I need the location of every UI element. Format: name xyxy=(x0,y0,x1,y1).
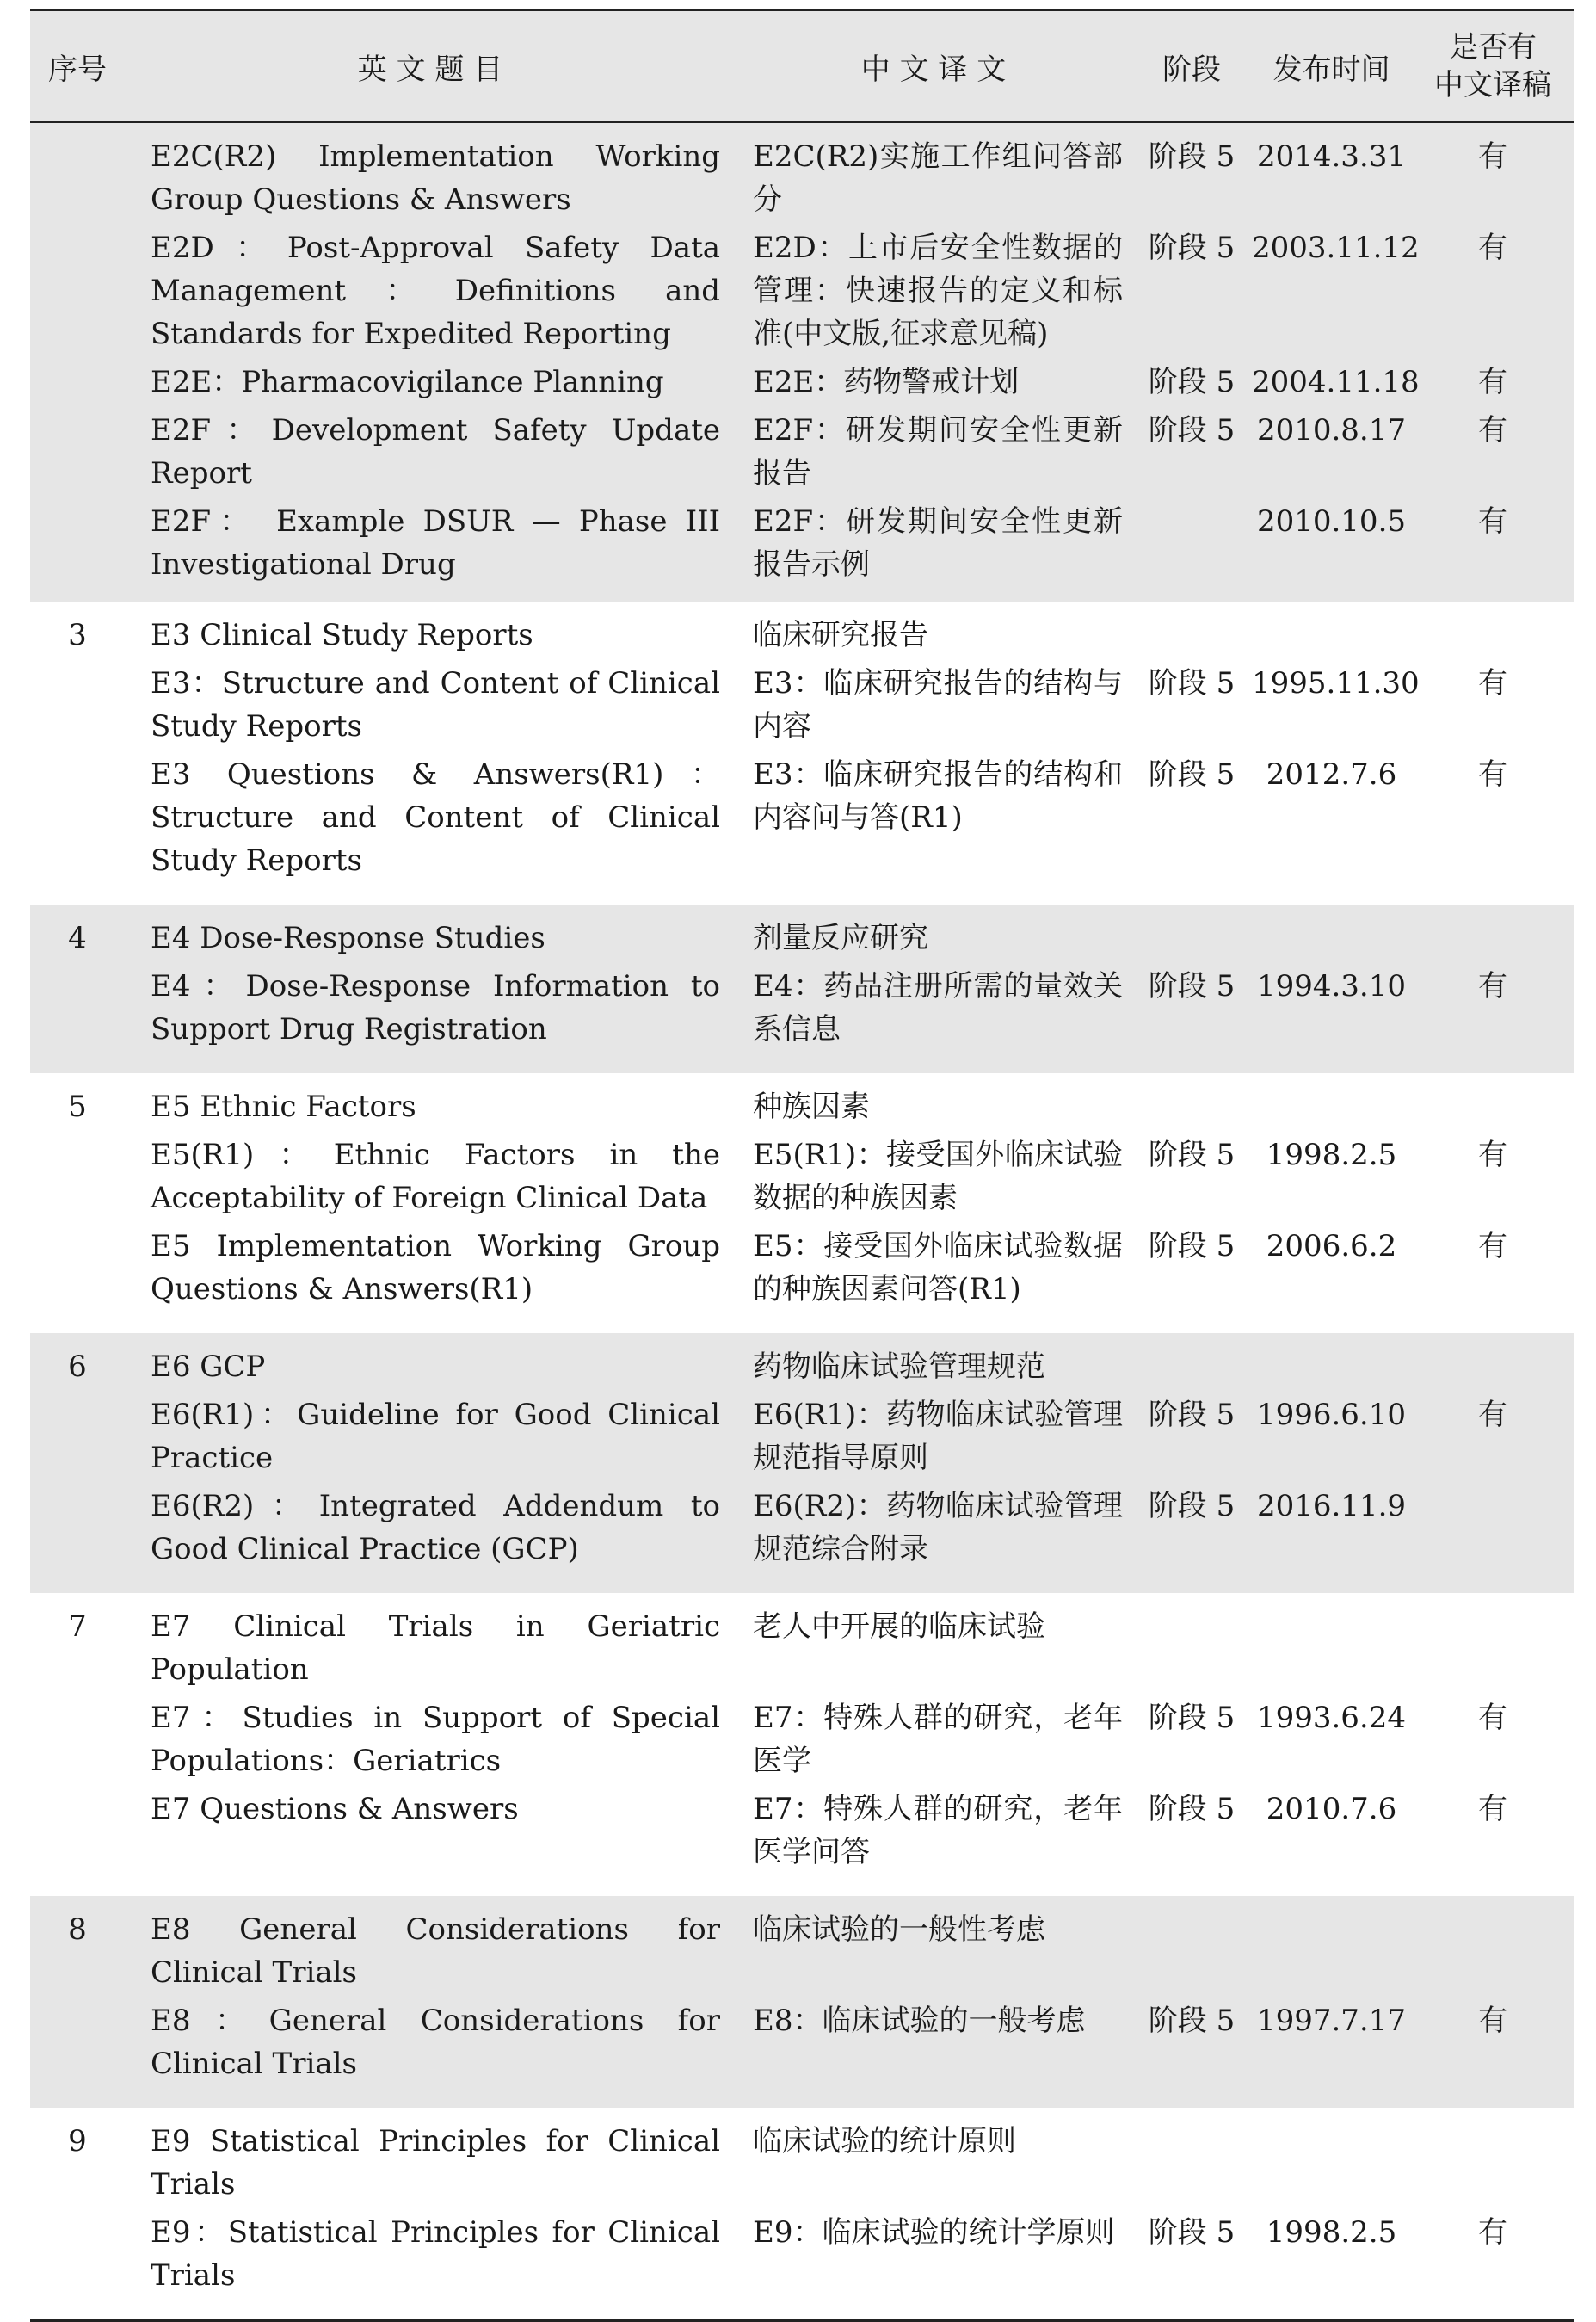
english-title-cell: E7 Questions & Answers xyxy=(151,1792,519,1826)
release-date-cell: 2006.6.2 xyxy=(1266,1229,1397,1263)
chinese-translation-cell: E6(R2)：药物临床试验管理规范综合附录 xyxy=(753,1489,1123,1566)
english-title-cell: E2E：Pharmacovigilance Planning xyxy=(151,365,664,399)
header-release-date: 发布时间 xyxy=(1272,52,1390,87)
has-translation-cell: 有 xyxy=(1478,969,1507,1004)
release-date-cell: 2014.3.31 xyxy=(1256,139,1407,174)
stage-cell: 阶段 5 xyxy=(1148,1792,1236,1826)
chinese-translation-cell: 临床试验的一般性考虑 xyxy=(753,1912,1045,1947)
table-row xyxy=(30,1345,1574,1388)
table-row xyxy=(30,917,1574,960)
english-title-cell: E5(R1)：Ethnic Factors in the Acceptability of Foreign Clinical Data xyxy=(151,1138,720,1215)
seq-cell: 7 xyxy=(68,1609,87,1644)
chinese-translation-cell: 剂量反应研究 xyxy=(753,921,928,955)
table-row xyxy=(30,2211,1574,2297)
english-title-cell: E2F：Development Safety Update Report xyxy=(151,413,720,491)
header-seq: 序号 xyxy=(48,52,107,87)
stage-cell: 阶段 5 xyxy=(1148,969,1236,1004)
table-group xyxy=(30,1896,1574,2108)
has-translation-cell: 有 xyxy=(1478,365,1507,399)
table-row xyxy=(30,1133,1574,1220)
table-row xyxy=(30,1696,1574,1782)
table-row xyxy=(30,662,1574,748)
has-translation-cell: 有 xyxy=(1478,2004,1507,2038)
guideline-table xyxy=(30,9,1574,2322)
chinese-translation-cell: E2D：上市后安全性数据的管理：快速报告的定义和标准(中文版,征求意见稿) xyxy=(753,231,1123,351)
stage-cell: 阶段 5 xyxy=(1148,2215,1236,2250)
has-translation-cell: 有 xyxy=(1478,139,1507,174)
release-date-cell: 1995.11.30 xyxy=(1252,666,1420,701)
table-header xyxy=(30,11,1574,123)
table-row xyxy=(30,1485,1574,1571)
chinese-translation-cell: 药物临床试验管理规范 xyxy=(753,1349,1045,1384)
has-translation-cell: 有 xyxy=(1478,1398,1507,1432)
english-title-cell: E3 Clinical Study Reports xyxy=(151,618,533,652)
has-translation-cell: 有 xyxy=(1478,757,1507,792)
english-title-cell: E5 Ethnic Factors xyxy=(151,1090,416,1124)
release-date-cell: 2012.7.6 xyxy=(1266,757,1397,792)
chinese-translation-cell: E2C(R2)实施工作组问答部分 xyxy=(753,139,1123,217)
chinese-translation-cell: E8：临床试验的一般考虑 xyxy=(753,2004,1086,2038)
chinese-translation-cell: 临床试验的统计原则 xyxy=(753,2124,1016,2158)
table-row xyxy=(30,1225,1574,1311)
release-date-cell: 1998.2.5 xyxy=(1266,1138,1397,1172)
english-title-cell: E8 General Considerations for Clinical Trials xyxy=(151,1912,720,1990)
table-row xyxy=(30,1605,1574,1691)
english-title-cell: E2D：Post-Approval Safety Data Management：Definitions and Standards for Expedited Reporting xyxy=(151,231,720,351)
table-row xyxy=(30,1393,1574,1479)
english-title-cell: E3：Structure and Content of Clinical Study Reports xyxy=(151,666,720,744)
table-row xyxy=(30,409,1574,495)
english-title-cell: E3 Questions & Answers(R1)：Structure and Content of Clinical Study Reports xyxy=(151,757,720,878)
table-row xyxy=(30,135,1574,221)
table-row xyxy=(30,1908,1574,1994)
has-translation-cell: 有 xyxy=(1478,1138,1507,1172)
table-group xyxy=(30,1333,1574,1593)
header-english-title: 英 文 题 目 xyxy=(357,52,503,87)
seq-cell: 3 xyxy=(68,618,87,652)
table-row xyxy=(30,1999,1574,2085)
stage-cell: 阶段 5 xyxy=(1148,365,1236,399)
release-date-cell: 2004.11.18 xyxy=(1252,365,1420,399)
table-row xyxy=(30,226,1574,355)
chinese-translation-cell: E7：特殊人群的研究，老年医学问答 xyxy=(753,1792,1123,1869)
stage-cell: 阶段 5 xyxy=(1148,1138,1236,1172)
chinese-translation-cell: E7：特殊人群的研究，老年医学 xyxy=(753,1701,1123,1778)
has-translation-cell: 有 xyxy=(1478,1792,1507,1826)
english-title-cell: E9：Statistical Principles for Clinical Trials xyxy=(151,2215,720,2293)
table-row xyxy=(30,1085,1574,1128)
chinese-translation-cell: E5：接受国外临床试验数据的种族因素问答(R1) xyxy=(753,1229,1123,1306)
english-title-cell: E7 Clinical Trials in Geriatric Population xyxy=(151,1609,720,1687)
release-date-cell: 1997.7.17 xyxy=(1256,2004,1407,2038)
stage-cell: 阶段 5 xyxy=(1148,1398,1236,1432)
release-date-cell: 1993.6.24 xyxy=(1256,1701,1407,1735)
seq-cell: 8 xyxy=(68,1912,87,1947)
chinese-translation-cell: E4：药品注册所需的量效关系信息 xyxy=(753,969,1123,1047)
stage-cell: 阶段 5 xyxy=(1148,2004,1236,2038)
has-translation-cell: 有 xyxy=(1478,1229,1507,1263)
english-title-cell: E7：Studies in Support of Special Populations：Geriatrics xyxy=(151,1701,720,1778)
chinese-translation-cell: E2F：研发期间安全性更新报告示例 xyxy=(753,504,1123,582)
english-title-cell: E6(R1)：Guideline for Good Clinical Practice xyxy=(151,1398,720,1475)
chinese-translation-cell: E5(R1)：接受国外临床试验数据的种族因素 xyxy=(753,1138,1123,1215)
stage-cell: 阶段 5 xyxy=(1148,757,1236,792)
table-row xyxy=(30,614,1574,657)
has-translation-cell: 有 xyxy=(1478,504,1507,539)
seq-cell: 5 xyxy=(68,1090,87,1124)
english-title-cell: E9 Statistical Principles for Clinical Trials xyxy=(151,2124,720,2202)
stage-cell: 阶段 5 xyxy=(1148,1701,1236,1735)
stage-cell: 阶段 5 xyxy=(1148,666,1236,701)
english-title-cell: E5 Implementation Working Group Questions & Answers(R1) xyxy=(151,1229,720,1306)
chinese-translation-cell: 老人中开展的临床试验 xyxy=(753,1609,1045,1644)
table-group xyxy=(30,1593,1574,1896)
chinese-translation-cell: E2E：药物警戒计划 xyxy=(753,365,1020,399)
chinese-translation-cell: E2F：研发期间安全性更新报告 xyxy=(753,413,1123,491)
stage-cell: 阶段 5 xyxy=(1148,231,1236,265)
english-title-cell: E4：Dose-Response Information to Support Drug Registration xyxy=(151,969,720,1047)
chinese-translation-cell: E9：临床试验的统计学原则 xyxy=(753,2215,1115,2250)
release-date-cell: 2010.10.5 xyxy=(1256,504,1407,539)
table-group xyxy=(30,1073,1574,1333)
table-row xyxy=(30,2120,1574,2206)
english-title-cell: E6 GCP xyxy=(151,1349,266,1384)
release-date-cell: 2010.8.17 xyxy=(1256,413,1407,448)
has-translation-cell: 有 xyxy=(1478,666,1507,701)
has-translation-cell: 有 xyxy=(1478,231,1507,265)
chinese-translation-cell: E3：临床研究报告的结构与内容 xyxy=(753,666,1123,744)
chinese-translation-cell: E6(R1)：药物临床试验管理规范指导原则 xyxy=(753,1398,1123,1475)
release-date-cell: 2003.11.12 xyxy=(1252,231,1420,265)
header-has-translation-line2: 中文译稿 xyxy=(1434,68,1551,102)
header-has-translation-line1: 是否有 xyxy=(1449,30,1537,65)
seq-cell: 6 xyxy=(68,1349,87,1384)
release-date-cell: 2010.7.6 xyxy=(1266,1792,1397,1826)
header-has-translation xyxy=(1411,28,1574,104)
chinese-translation-cell: 种族因素 xyxy=(753,1090,870,1124)
english-title-cell: E8：General Considerations for Clinical Trials xyxy=(151,2004,720,2081)
release-date-cell: 1994.3.10 xyxy=(1256,969,1407,1004)
stage-cell: 阶段 5 xyxy=(1148,1229,1236,1263)
table-body xyxy=(30,123,1574,2319)
seq-cell: 4 xyxy=(68,921,87,955)
english-title-cell: E2C(R2) Implementation Working Group Questions & Answers xyxy=(151,139,720,217)
table-group xyxy=(30,123,1574,602)
table-row xyxy=(30,361,1574,404)
table-row xyxy=(30,1788,1574,1874)
stage-cell: 阶段 5 xyxy=(1148,139,1236,174)
chinese-translation-cell: 临床研究报告 xyxy=(753,618,928,652)
table-group xyxy=(30,602,1574,905)
release-date-cell: 1996.6.10 xyxy=(1256,1398,1407,1432)
chinese-translation-cell: E3：临床研究报告的结构和内容问与答(R1) xyxy=(753,757,1123,835)
header-stage: 阶段 xyxy=(1162,52,1221,87)
table-group xyxy=(30,2108,1574,2319)
english-title-cell: E4 Dose-Response Studies xyxy=(151,921,545,955)
release-date-cell: 2016.11.9 xyxy=(1256,1489,1407,1523)
stage-cell: 阶段 5 xyxy=(1148,1489,1236,1523)
has-translation-cell: 有 xyxy=(1478,1701,1507,1735)
has-translation-cell: 有 xyxy=(1478,2215,1507,2250)
header-chinese-translation: 中 文 译 文 xyxy=(860,52,1007,87)
table-row xyxy=(30,500,1574,586)
table-row xyxy=(30,965,1574,1051)
table-group xyxy=(30,905,1574,1073)
seq-cell: 9 xyxy=(68,2124,87,2158)
table-row xyxy=(30,753,1574,882)
english-title-cell: E2F： Example DSUR — Phase III Investigational Drug xyxy=(151,504,720,582)
stage-cell: 阶段 5 xyxy=(1148,413,1236,448)
has-translation-cell: 有 xyxy=(1478,413,1507,448)
release-date-cell: 1998.2.5 xyxy=(1266,2215,1397,2250)
english-title-cell: E6(R2)：Integrated Addendum to Good Clinical Practice (GCP) xyxy=(151,1489,720,1566)
